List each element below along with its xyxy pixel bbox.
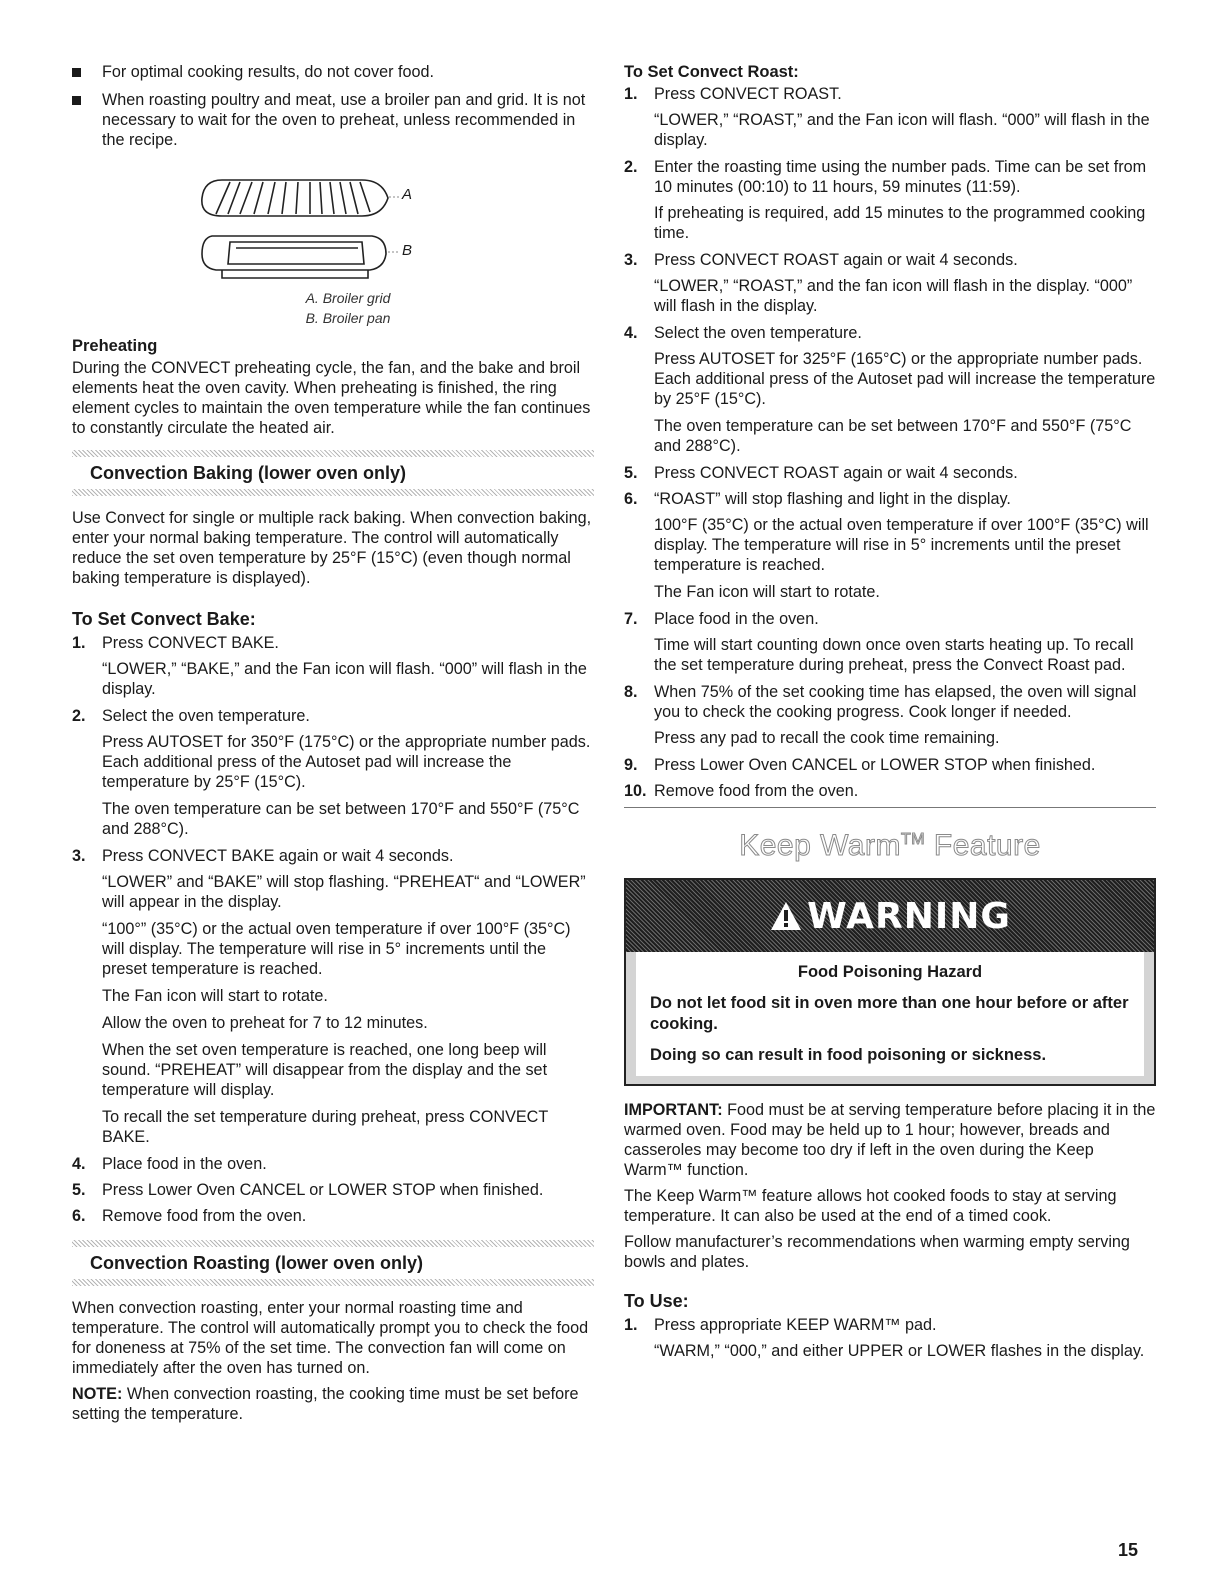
step-detail: “LOWER” and “BAKE” will stop flashing. “PREHEAT“ and “LOWER” will appear in the display. [102, 873, 586, 911]
preheating-heading: Preheating [72, 337, 158, 355]
step-detail: “LOWER,” “BAKE,” and the Fan icon will flash. “000” will flash in the display. [102, 660, 587, 698]
set-convect-roast-heading: To Set Convect Roast: [624, 63, 799, 81]
banner-hatch [72, 1279, 594, 1286]
step-detail: Press any pad to recall the cook time remaining. [654, 729, 1000, 747]
step-detail: Time will start counting down once oven starts heating up. To recall the set temperature during preheat, press the Convect Roast pad. [654, 636, 1134, 674]
bullet-item [72, 90, 594, 150]
convection-roasting-text: When convection roasting, enter your normal roasting time and temperature. The control will automatically prompt you to check the food for doneness at 75% of the set time. The convection fan will come on immediately after the oven has turned on. [72, 1299, 589, 1377]
step-number: 1. [624, 85, 638, 103]
to-use-steps [624, 1315, 1156, 1361]
step-text: Press CONVECT ROAST again or wait 4 seconds. [654, 464, 1018, 482]
step-item [72, 846, 594, 866]
step-item [624, 463, 1156, 483]
step-item [624, 682, 1156, 722]
label-b: B [402, 242, 413, 259]
banner-hatch [72, 1240, 594, 1247]
broiler-grid-icon [202, 180, 388, 216]
step-detail: Press AUTOSET for 350°F (175°C) or the appropriate number pads. Each additional press of the Autoset pad will increase the temperature by 25°F (15°C). [102, 733, 591, 791]
warning-body [626, 952, 1154, 1084]
step-detail: Allow the oven to preheat for 7 to 12 minutes. [102, 1014, 428, 1032]
step-item [624, 250, 1156, 270]
caption-broiler-grid: A. Broiler grid [305, 290, 391, 306]
warning-header [626, 880, 1154, 952]
warning-line-2: Doing so can result in food poisoning or sickness. [650, 1046, 1047, 1064]
step-item [72, 1154, 594, 1174]
step-detail: “100°” (35°C) or the actual oven temperature if over 100°F (35°C) will display. The temperature will rise in 5° increments until the preset temperature is reached. [102, 920, 571, 978]
preheating-text: During the CONVECT preheating cycle, the fan, and the bake and broil elements heat the oven cavity. When preheating is finished, the ring element cycles to maintain the oven temperature while the fan continues to constantly circulate the heated air. [72, 359, 591, 437]
step-number: 3. [624, 251, 638, 269]
step-detail: “LOWER,” “ROAST,” and the fan icon will flash in the display. “000” will flash in the display. [654, 277, 1133, 315]
section-banner-convection-roasting [72, 1240, 594, 1286]
step-item [624, 781, 1156, 801]
step-text: Press CONVECT ROAST again or wait 4 seconds. [654, 251, 1018, 269]
step-text: Press CONVECT BAKE again or wait 4 seconds. [102, 847, 454, 865]
page-number: 15 [1118, 1540, 1139, 1560]
step-item [72, 633, 594, 653]
broiler-pan-icon [202, 236, 386, 278]
step-number: 4. [72, 1155, 86, 1173]
step-number: 2. [624, 158, 638, 176]
step-number: 6. [624, 490, 638, 508]
step-number: 9. [624, 756, 638, 774]
right-column [624, 62, 1156, 1368]
bullet-icon [72, 96, 81, 105]
step-text: Select the oven temperature. [654, 324, 862, 342]
important-text: Food must be at serving temperature before placing it in the warmed oven. Food may be held up to 1 hour; however, breads and casseroles may become too dry if left in the oven during the Keep Warm™ function. [624, 1101, 1156, 1179]
label-a: A [402, 186, 413, 203]
note-paragraph [72, 1384, 594, 1424]
step-number: 4. [624, 324, 638, 342]
step-item [72, 1206, 594, 1226]
broiler-figure [72, 158, 594, 328]
important-paragraph [624, 1100, 1156, 1180]
step-detail: The oven temperature can be set between 170°F and 550°F (75°C and 288°C). [654, 417, 1132, 455]
set-convect-bake-steps [72, 633, 594, 1226]
step-item [624, 1315, 1156, 1335]
bullet-text: When roasting poultry and meat, use a broiler pan and grid. It is not necessary to wait for the oven to preheat, unless recommended in the recipe. [102, 91, 586, 149]
step-item [624, 755, 1156, 775]
step-number: 5. [624, 464, 638, 482]
broiler-illustration [72, 164, 594, 294]
warning-word: WARNING [807, 895, 1011, 937]
step-item [624, 84, 1156, 104]
step-detail: To recall the set temperature during preheat, press CONVECT BAKE. [102, 1108, 548, 1146]
left-column [72, 62, 594, 1424]
step-text: When 75% of the set cooking time has elapsed, the oven will signal you to check the cooking progress. Cook longer if needed. [654, 683, 1137, 721]
set-convect-bake-heading: To Set Convect Bake: [72, 609, 256, 629]
step-number: 5. [72, 1181, 86, 1199]
step-number: 7. [624, 610, 638, 628]
step-number: 6. [72, 1207, 86, 1225]
keep-warm-para-2: Follow manufacturer’s recommendations when warming empty serving bowls and plates. [624, 1233, 1130, 1271]
step-detail: When the set oven temperature is reached, one long beep will sound. “PREHEAT” will disappear from the display and the set temperature will display. [102, 1041, 548, 1099]
step-number: 1. [624, 1316, 638, 1334]
step-text: Press appropriate KEEP WARM™ pad. [654, 1316, 937, 1334]
step-item [624, 609, 1156, 629]
step-text: Press CONVECT BAKE. [102, 634, 279, 652]
bullet-item [72, 62, 594, 82]
step-detail: The Fan icon will start to rotate. [102, 987, 328, 1005]
important-label: IMPORTANT: [624, 1101, 723, 1119]
keep-warm-para-1: The Keep Warm™ feature allows hot cooked foods to stay at serving temperature. It can also be used at the end of a timed cook. [624, 1187, 1117, 1225]
step-detail: Press AUTOSET for 325°F (165°C) or the appropriate number pads. Each additional press of the Autoset pad will increase the temperature by 25°F (15°C). [654, 350, 1156, 408]
bullet-text: For optimal cooking results, do not cover food. [102, 63, 435, 81]
divider [624, 807, 1156, 808]
warning-box [624, 878, 1156, 1086]
step-text: Enter the roasting time using the number pads. Time can be set from 10 minutes (00:10) to 11 hours, 59 minutes (11:59). [654, 158, 1147, 196]
step-text: Place food in the oven. [102, 1155, 267, 1173]
step-text: “ROAST” will stop flashing and light in the display. [654, 490, 1011, 508]
step-item [624, 323, 1156, 343]
step-text: Press Lower Oven CANCEL or LOWER STOP when finished. [654, 756, 1096, 774]
step-detail: If preheating is required, add 15 minutes to the programmed cooking time. [654, 204, 1146, 242]
step-number: 3. [72, 847, 86, 865]
note-text: When convection roasting, the cooking time must be set before setting the temperature. [72, 1385, 579, 1423]
keep-warm-title: Keep Warm™ Feature [739, 829, 1041, 862]
step-item [72, 1180, 594, 1200]
step-text: Place food in the oven. [654, 610, 819, 628]
step-number: 10. [624, 782, 647, 800]
hazard-title: Food Poisoning Hazard [797, 963, 983, 981]
bullet-icon [72, 68, 81, 77]
step-text: Press Lower Oven CANCEL or LOWER STOP when finished. [102, 1181, 544, 1199]
step-item [72, 706, 594, 726]
step-text: Press CONVECT ROAST. [654, 85, 842, 103]
step-text: Remove food from the oven. [102, 1207, 307, 1225]
step-number: 8. [624, 683, 638, 701]
step-detail: The oven temperature can be set between 170°F and 550°F (75°C and 288°C). [102, 800, 580, 838]
to-use-heading: To Use: [624, 1291, 689, 1311]
note-label: NOTE: [72, 1385, 123, 1403]
step-detail: 100°F (35°C) or the actual oven temperature if over 100°F (35°C) will display. The temperature will rise in 5° increments until the preset temperature is reached. [654, 516, 1149, 574]
step-text: Select the oven temperature. [102, 707, 310, 725]
step-detail: “WARM,” “000,” and either UPPER or LOWER flashes in the display. [654, 1342, 1145, 1360]
step-detail: The Fan icon will start to rotate. [654, 583, 880, 601]
set-convect-roast-steps [624, 84, 1156, 801]
banner-hatch [72, 489, 594, 496]
step-item [624, 157, 1156, 197]
convection-baking-title: Convection Baking (lower oven only) [90, 463, 407, 483]
section-banner-convection-baking [72, 450, 594, 496]
convection-roasting-title: Convection Roasting (lower oven only) [90, 1253, 424, 1273]
warning-line-1: Do not let food sit in oven more than one hour before or after cooking. [650, 994, 1129, 1033]
step-number: 1. [72, 634, 86, 652]
step-number: 2. [72, 707, 86, 725]
banner-hatch [72, 450, 594, 457]
step-text: Remove food from the oven. [654, 782, 859, 800]
step-item [624, 489, 1156, 509]
convection-baking-text: Use Convect for single or multiple rack baking. When convection baking, enter your normal baking temperature. The control will automatically reduce the set oven temperature by 25°F (15°C) (even though normal baking temperature is displayed). [72, 509, 592, 587]
caption-broiler-pan: B. Broiler pan [305, 310, 391, 326]
warning-triangle-icon [769, 900, 803, 932]
step-detail: “LOWER,” “ROAST,” and the Fan icon will flash. “000” will flash in the display. [654, 111, 1150, 149]
